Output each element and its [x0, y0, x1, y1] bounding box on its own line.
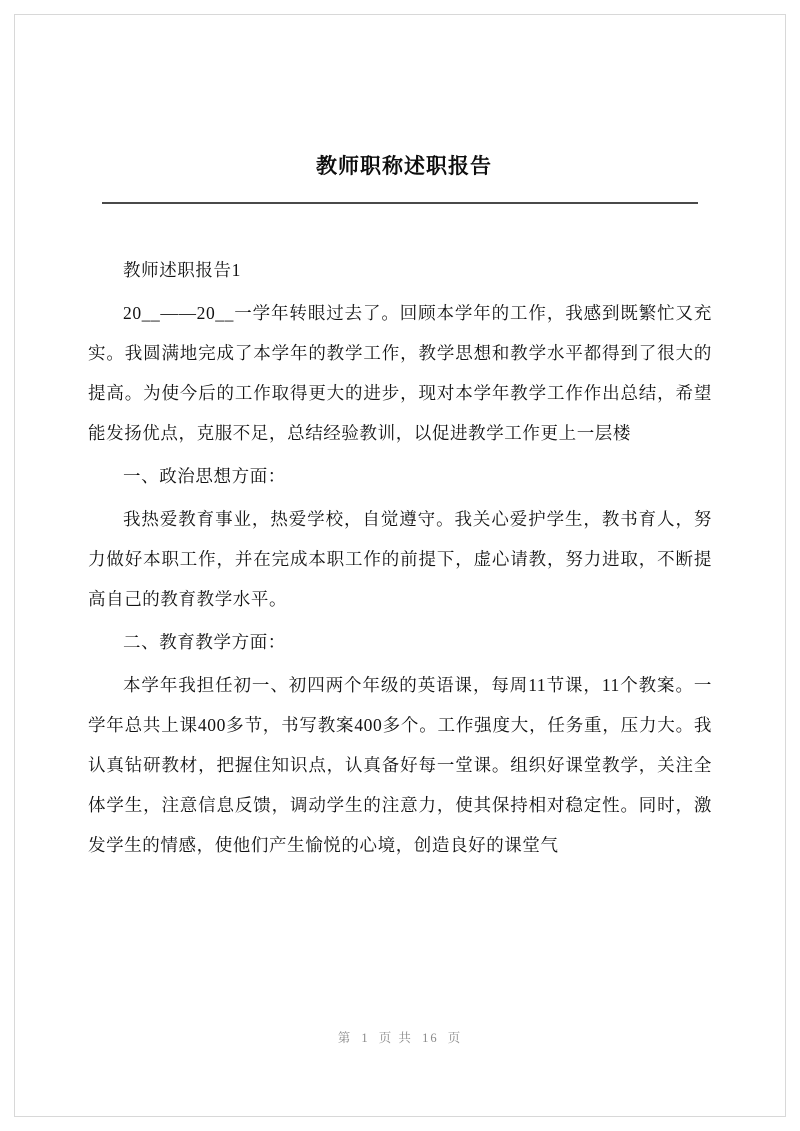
document-content [88, 150, 712, 868]
paragraph: 教师述职报告1 [123, 260, 241, 280]
paragraph: 20__——20__一学年转眼过去了。回顾本学年的工作，我感到既繁忙又充实。我圆满地完成了本学年的教学工作，教学思想和教学水平都得到了很大的提高。为使今后的工作取得更大的进步，现对本学年教学工作作出总结，希望能发扬优点，克服不足，总结经验教训，以促进教学工作更上一层楼 [88, 303, 712, 443]
footer-prefix: 第 [337, 1031, 353, 1045]
footer-page-number: 1 [361, 1031, 370, 1045]
page-title: 教师职称述职报告 [316, 155, 492, 178]
page-footer [0, 1028, 800, 1046]
title-divider [102, 202, 698, 204]
paragraph: 一、政治思想方面： [123, 466, 286, 486]
footer-total-pages: 16 [422, 1031, 439, 1045]
paragraph: 二、教育教学方面： [123, 632, 286, 652]
footer-middle: 页 共 [378, 1031, 413, 1045]
paragraph: 本学年我担任初一、初四两个年级的英语课，每周11节课，11个教案。一学年总共上课400多节，书写教案400多个。工作强度大，任务重，压力大。我认真钻研教材，把握住知识点，认真备好每一堂课。组织好课堂教学，关注全体学生，注意信息反馈，调动学生的注意力，使其保持相对稳定性。同时，激发学生的情感，使他们产生愉悦的心境，创造良好的课堂气 [88, 675, 712, 855]
footer-suffix: 页 [447, 1031, 463, 1045]
paragraph: 我热爱教育事业，热爱学校，自觉遵守。我关心爱护学生，教书育人，努力做好本职工作，并在完成本职工作的前提下，虚心请教，努力进取，不断提高自己的教育教学水平。 [88, 509, 712, 609]
